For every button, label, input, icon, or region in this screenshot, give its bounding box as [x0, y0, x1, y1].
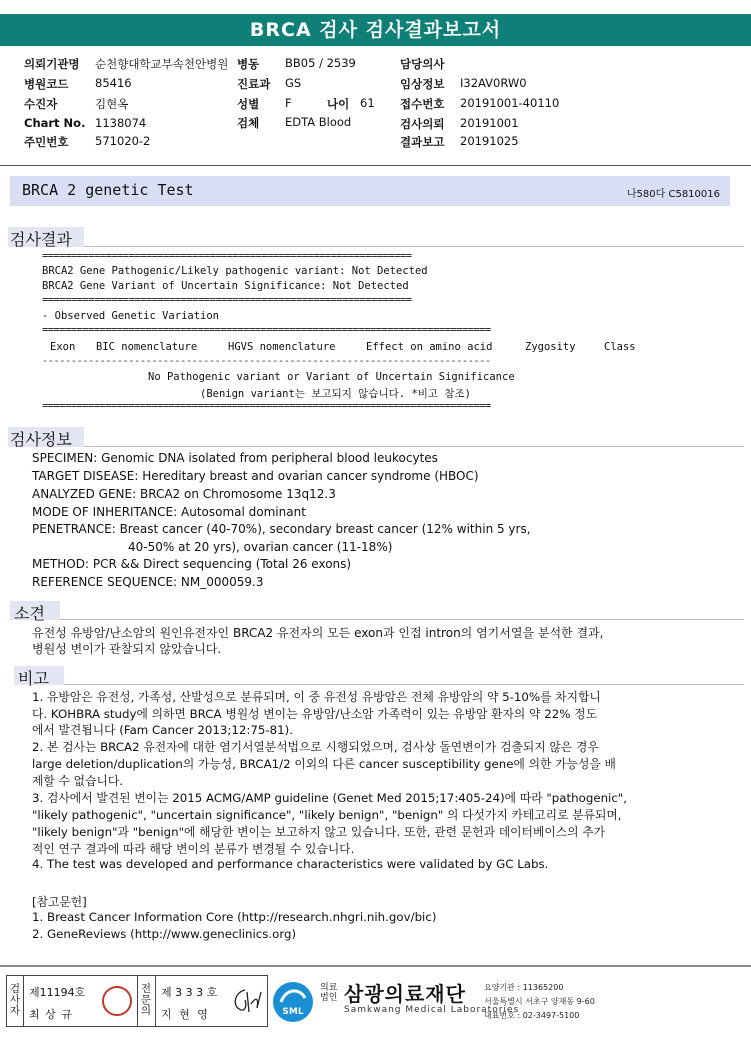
- org-institution-code: 요양기관 : 11365200: [484, 983, 564, 992]
- inheritance-line: MODE OF INHERITANCE: Autosomal dominant: [32, 505, 306, 519]
- method-line: METHOD: PCR && Direct sequencing (Total 26 exons): [32, 557, 352, 571]
- examiner-seal-icon: [102, 986, 132, 1016]
- remarks-title-underline: [64, 684, 744, 685]
- remark-line: "likely benign"과 "benign"에 해당한 변이는 보고하지 않고 있습니다. 또한, 관련 문헌과 데이터베이스의 추가: [32, 825, 606, 839]
- finding-line-2: 병원성 변이가 관찰되지 않았습니다.: [32, 642, 222, 656]
- specialist-license: 제 3 3 3 호: [161, 986, 218, 999]
- remark-line: large deletion/duplication의 가능성, BRCA1/2 이외의 다른 cancer susceptibility gene에 의한 가능성을 배: [32, 757, 616, 771]
- test-code: 나580다 C5810016: [626, 189, 720, 200]
- col-effect: Effect on amino acid: [366, 341, 493, 353]
- sex-label: 성별: [237, 97, 260, 111]
- remark-line: "likely pathogenic", "uncertain significance", "likely benign", "benign" 의 다섯가지 카테고리로 분류되며,: [32, 808, 622, 822]
- result-rule-top: ================================================================: [42, 250, 412, 262]
- sex-value: F: [285, 96, 292, 110]
- sign-divider: [23, 976, 24, 1026]
- finding-title-underline: [60, 619, 744, 620]
- request-label: 검사의뢰: [400, 117, 445, 131]
- org-english-name: Samkwang Medical Laboratories: [344, 1005, 520, 1015]
- specialist-signature-icon: [229, 986, 263, 1016]
- report-value: 20191025: [460, 134, 519, 148]
- receipt-label: 접수번호: [400, 97, 445, 111]
- org-address: 서울특별시 서초구 양재동 9-60: [484, 997, 595, 1006]
- age-value: 61: [360, 96, 375, 110]
- remark-line: 4. The test was developed and performance characteristics were validated by GC Labs.: [32, 857, 549, 871]
- result-rule-mid: ================================================================: [42, 294, 412, 306]
- remark-line: 2. 본 검사는 BRCA2 유전자에 대한 염기서열분석법으로 시행되었으며, 검사상 돌연변이가 검출되지 않은 경우: [32, 740, 599, 754]
- remark-line: 적인 연구 결과에 따라 해당 변이의 분류가 변경될 수 있습니다.: [32, 842, 355, 856]
- remarks-section-title: 비고: [18, 669, 49, 688]
- reference-line: REFERENCE SEQUENCE: NM_000059.3: [32, 575, 264, 589]
- remark-line: 3. 검사에서 발견된 변이는 2015 ACMG/AMP guideline (Genet Med 2015;17:405-24)에 따라 "pathogenic",: [32, 791, 627, 805]
- reference-1: 1. Breast Cancer Information Core (http://research.nhgri.nih.gov/bic): [32, 910, 437, 924]
- specialist-label: 전문의: [140, 983, 152, 1017]
- col-zygosity: Zygosity: [525, 341, 576, 353]
- result-line-vus: BRCA2 Gene Variant of Uncertain Significance: Not Detected: [42, 280, 409, 292]
- remark-line: 제할 수 없습니다.: [32, 774, 124, 788]
- finding-line-1: 유전성 유방암/난소암의 원인유전자인 BRCA2 유전자의 모든 exon과 인접 intron의 염기서열을 분석한 결과,: [32, 626, 604, 640]
- result-title-underline: [84, 246, 744, 247]
- col-hgvs: HGVS nomenclature: [228, 341, 336, 353]
- institution-label: 의뢰기관명: [24, 57, 80, 71]
- variant-table-dash: ------------------------------------------------------------------------------: [42, 355, 491, 367]
- ward-label: 병동: [237, 57, 260, 71]
- doctor-label: 담당의사: [400, 57, 445, 71]
- chart-value: 1138074: [95, 116, 147, 130]
- clinical-value: I32AV0RW0: [460, 76, 527, 90]
- org-phone: 대표번호 : 02-3497-5100: [484, 1011, 580, 1020]
- remark-line: 1. 유방암은 유전성, 가족성, 산발성으로 분류되며, 이 중 유전성 유방암은 전체 유방암의 약 5-10%를 차지합니: [32, 690, 601, 704]
- examiner-label: 검사자: [9, 983, 21, 1017]
- references-title: [참고문헌]: [32, 895, 87, 909]
- remark-line: 에서 발견됩니다 (Fam Cancer 2013;12:75-81).: [32, 723, 293, 737]
- testinfo-section-title: 검사정보: [10, 430, 72, 449]
- resident-value: 571020-2: [95, 134, 151, 148]
- test-name: BRCA 2 genetic Test: [22, 181, 194, 199]
- specimen-label: 검체: [237, 116, 260, 130]
- patient-label: 수진자: [24, 97, 58, 111]
- specimen-value: EDTA Blood: [285, 115, 352, 129]
- logo-text: SML: [282, 1007, 304, 1017]
- no-variant-line: No Pathogenic variant or Variant of Uncertain Significance: [148, 371, 515, 383]
- institution-value: 순천향대학교부속천안병원: [95, 57, 229, 71]
- examiner-name: 최 상 규: [29, 1008, 73, 1021]
- testinfo-title-underline: [84, 446, 744, 447]
- penetrance-line-1: PENETRANCE: Breast cancer (40-70%), secondary breast cancer (12% within 5 yrs,: [32, 522, 531, 536]
- target-disease-line: TARGET DISEASE: Hereditary breast and ovarian cancer syndrome (HBOC): [32, 469, 479, 483]
- variant-table-rule-bottom: ==============================================================================: [42, 400, 491, 412]
- receipt-value: 20191001-40110: [460, 96, 560, 110]
- sign-divider: [137, 976, 138, 1026]
- analyzed-gene-line: ANALYZED GENE: BRCA2 on Chromosome 13q12.3: [32, 487, 336, 501]
- report-label: 결과보고: [400, 135, 445, 149]
- ward-value: BB05 / 2539: [285, 56, 356, 70]
- observed-variation-label: - Observed Genetic Variation: [42, 310, 220, 322]
- test-bar: [10, 176, 730, 206]
- age-label: 나이: [327, 97, 350, 111]
- org-name: 삼광의료재단: [344, 982, 466, 1006]
- logo-swirl-icon: [278, 986, 308, 1006]
- penetrance-line-2: 40-50% at 20 yrs), ovarian cancer (11-18%): [128, 540, 393, 554]
- hospital-code-label: 병원코드: [24, 77, 69, 91]
- reference-2: 2. GeneReviews (http://www.geneclinics.org): [32, 927, 297, 941]
- hospital-code-value: 85416: [95, 76, 132, 90]
- remark-line: 다. KOHBRA study에 의하면 BRCA 병원성 변이는 유방암/난소암 가족력이 있는 유방암 환자의 약 22% 정도: [32, 707, 597, 721]
- info-divider: [0, 165, 751, 166]
- specimen-line: SPECIMEN: Genomic DNA isolated from peripheral blood leukocytes: [32, 451, 438, 465]
- dept-label: 진료과: [237, 77, 271, 91]
- result-section-title: 검사결과: [10, 230, 72, 249]
- col-bic: BIC nomenclature: [96, 341, 198, 353]
- col-exon: Exon: [50, 341, 76, 353]
- specialist-name: 지 현 영: [161, 1008, 210, 1021]
- clinical-label: 임상정보: [400, 77, 445, 91]
- col-class: Class: [604, 341, 636, 353]
- result-line-pathogenic: BRCA2 Gene Pathogenic/Likely pathogenic variant: Not Detected: [42, 265, 428, 277]
- sml-logo-icon: [273, 982, 313, 1022]
- footer-divider: [0, 965, 751, 967]
- signature-box: [6, 975, 268, 1027]
- patient-value: 김현옥: [95, 97, 129, 111]
- benign-note-line: (Benign variant는 보고되지 않습니다. *비고 참조): [200, 388, 471, 400]
- sign-divider: [155, 976, 156, 1026]
- examiner-license: 제11194호: [29, 986, 86, 999]
- resident-label: 주민번호: [24, 135, 69, 149]
- variant-table-rule-top: ==============================================================================: [42, 324, 491, 336]
- request-value: 20191001: [460, 116, 519, 130]
- report-title: BRCA 검사 검사결과보고서: [0, 14, 751, 46]
- org-type: 의료 법인: [320, 983, 338, 1003]
- dept-value: GS: [285, 76, 302, 90]
- finding-section-title: 소견: [14, 604, 45, 623]
- chart-label: Chart No.: [24, 116, 86, 130]
